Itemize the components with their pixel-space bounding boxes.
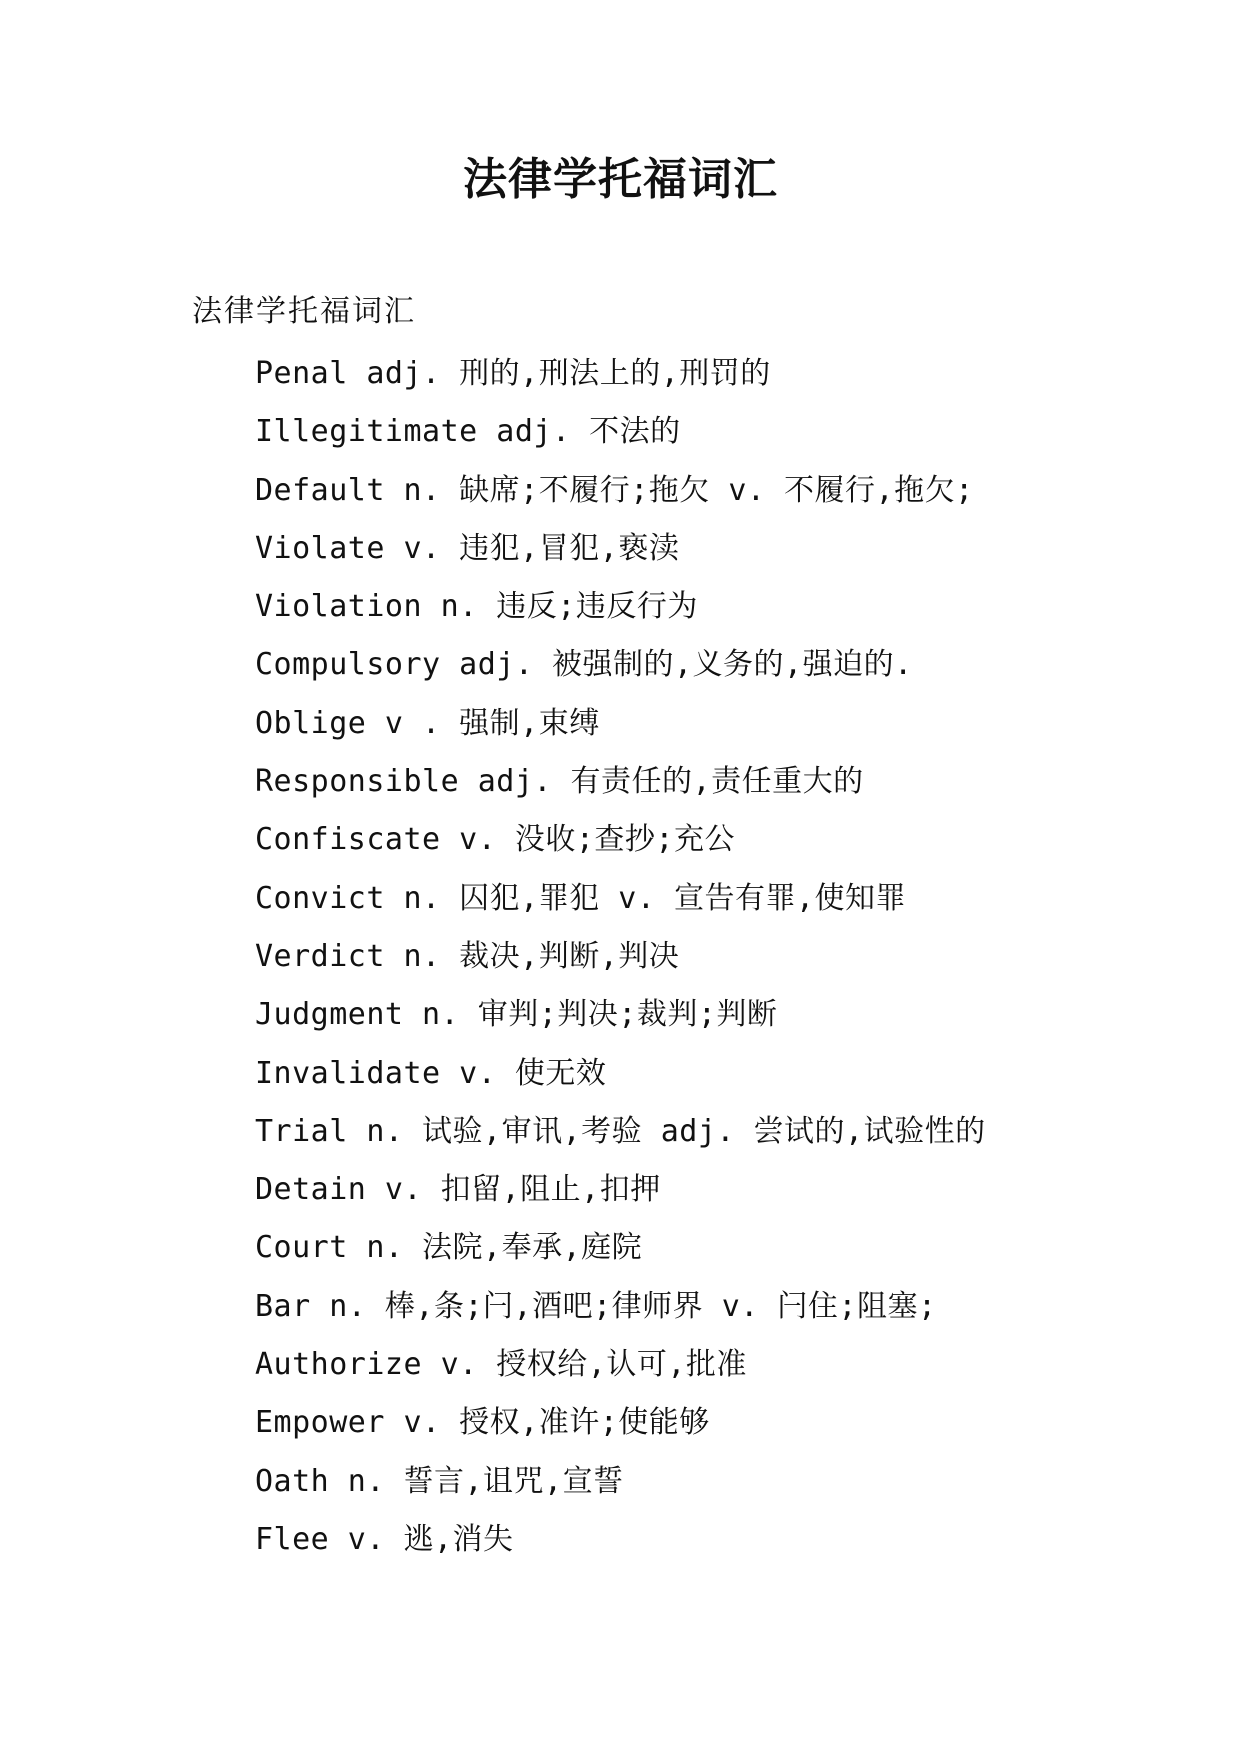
vocabulary-entry: Oath n. 誓言,诅咒,宣誓 bbox=[255, 1463, 624, 1499]
vocabulary-entry: Empower v. 授权,准许;使能够 bbox=[255, 1405, 710, 1441]
vocabulary-entry: Verdict n. 裁决,判断,判决 bbox=[255, 938, 680, 974]
vocabulary-entry: Detain v. 扣留,阻止,扣押 bbox=[255, 1172, 661, 1208]
vocabulary-entry: Confiscate v. 没收;查抄;充公 bbox=[255, 822, 735, 858]
vocabulary-entry: Compulsory adj. 被强制的,义务的,强迫的. bbox=[255, 647, 913, 683]
vocabulary-entry: Violate v. 违犯,冒犯,亵渎 bbox=[255, 530, 680, 566]
vocabulary-entry: Responsible adj. 有责任的,责任重大的 bbox=[255, 764, 864, 800]
section-heading: 法律学托福词汇 bbox=[192, 294, 416, 329]
vocabulary-entry: Oblige v . 强制,束缚 bbox=[255, 705, 600, 741]
vocabulary-entry: Violation n. 违反;违反行为 bbox=[255, 589, 698, 625]
vocabulary-list bbox=[255, 354, 986, 1578]
vocabulary-entry: Penal adj. 刑的,刑法上的,刑罚的 bbox=[255, 356, 771, 391]
page-title: 法律学托福词汇 bbox=[463, 154, 778, 205]
vocabulary-entry: Invalidate v. 使无效 bbox=[255, 1055, 607, 1091]
vocabulary-entry: Court n. 法院,奉承,庭院 bbox=[255, 1230, 643, 1266]
vocabulary-entry: Authorize v. 授权给,认可,批准 bbox=[255, 1347, 747, 1383]
vocabulary-entry: Flee v. 逃,消失 bbox=[255, 1521, 514, 1557]
vocabulary-entry: Judgment n. 审判;判决;裁判;判断 bbox=[255, 997, 778, 1033]
vocabulary-entry: Trial n. 试验,审讯,考验 adj. 尝试的,试验性的 bbox=[255, 1113, 986, 1149]
vocabulary-entry: Default n. 缺席;不履行;拖欠 v. 不履行,拖欠; bbox=[255, 472, 974, 508]
vocabulary-entry: Bar n. 棒,条;闩,酒吧;律师界 v. 闩住;阻塞; bbox=[255, 1288, 937, 1324]
vocabulary-entry: Convict n. 囚犯,罪犯 v. 宣告有罪,使知罪 bbox=[255, 880, 907, 916]
vocabulary-entry: Illegitimate adj. 不法的 bbox=[255, 414, 681, 450]
